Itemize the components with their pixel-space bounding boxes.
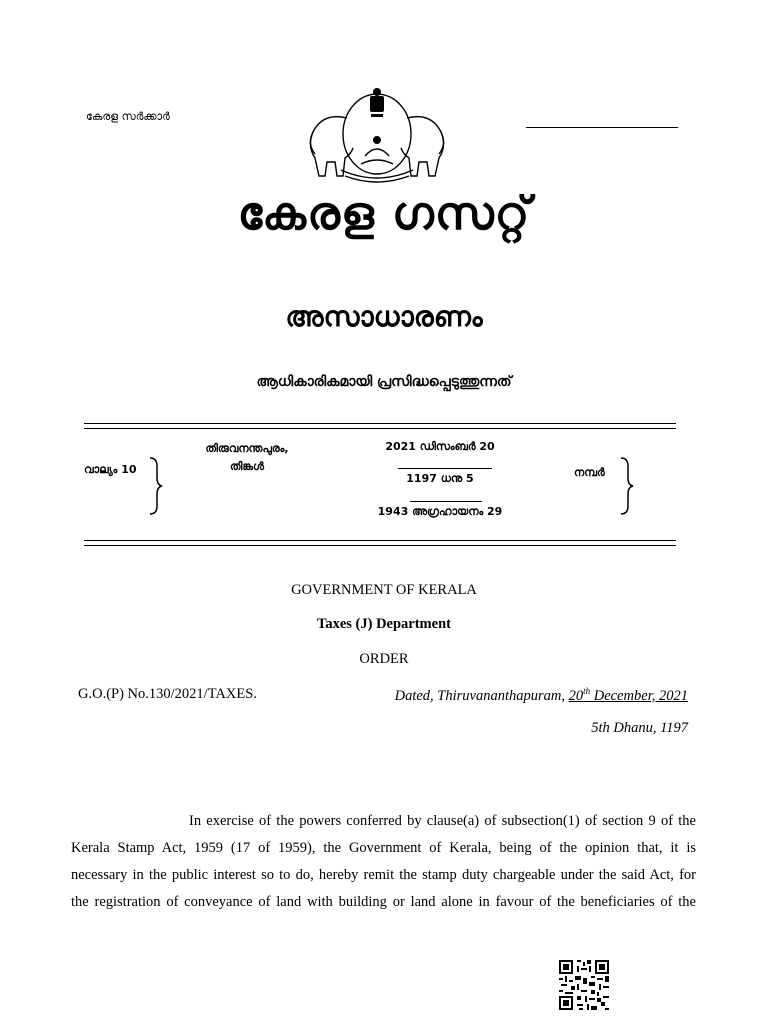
department-heading: Taxes (J) Department — [317, 616, 451, 632]
number-rule — [526, 127, 678, 128]
date-gregorian: 2021 ഡിസംബർ 20 — [385, 440, 495, 453]
paragraph-line: Kerala Stamp Act, 1959 (17 of 1959), the Government of Kerala, being of the opinion that, it is — [71, 840, 696, 856]
date-underlined — [569, 688, 688, 704]
right-brace-icon — [147, 456, 163, 516]
government-label: കേരള സർക്കാർ — [86, 110, 170, 123]
official-publication-note: ആധികാരികമായി പ്രസിദ്ധപ്പെടുത്തുന്നത് — [256, 374, 512, 390]
paragraph-line: In exercise of the powers conferred by clause(a) of subsection(1) of section 9 of the — [189, 813, 696, 829]
date-divider — [410, 501, 482, 502]
go-number: G.O.(P) No.130/2021/TAXES. — [78, 686, 257, 702]
dated-prefix: Dated, Thiruvananthapuram, — [394, 687, 565, 704]
paragraph-line: the registration of conveyance of land with building or land alone in favour of the beneficiaries of the — [71, 894, 696, 910]
malayalam-date: 5th Dhanu, 1197 — [591, 720, 688, 736]
right-brace-icon — [618, 456, 634, 516]
double-rule-bottom — [84, 540, 676, 546]
kerala-emblem-icon — [301, 84, 453, 184]
place-and-day — [192, 440, 302, 476]
paragraph-line: necessary in the public interest so to do, hereby remit the stamp duty chargeable under the said Act, for — [71, 867, 696, 883]
gazette-title: കേരള ഗസറ്റ് — [237, 186, 531, 240]
order-paragraph — [71, 808, 696, 916]
date-divider — [398, 468, 492, 469]
volume-label: വാല്യം 10 — [84, 463, 137, 476]
date-saka: 1943 അഗ്രഹായനം 29 — [377, 505, 503, 518]
qr-code-icon — [557, 958, 611, 1012]
extraordinary-label: അസാധാരണം — [285, 300, 483, 333]
date-suffix: th — [583, 686, 591, 696]
date-kollam: 1197 ധനു 5 — [406, 472, 474, 485]
date-day: 20 — [568, 687, 584, 704]
order-heading: ORDER — [359, 651, 409, 667]
double-rule-top — [84, 423, 676, 429]
government-heading: GOVERNMENT OF KERALA — [291, 582, 477, 598]
order-date — [395, 686, 688, 705]
weekday-label: തിങ്കൾ — [230, 460, 264, 473]
number-label: നമ്പർ — [574, 466, 605, 479]
date-month-year: December, 2021 — [590, 687, 688, 704]
place-label: തിരുവനന്തപുരം, — [205, 442, 289, 455]
